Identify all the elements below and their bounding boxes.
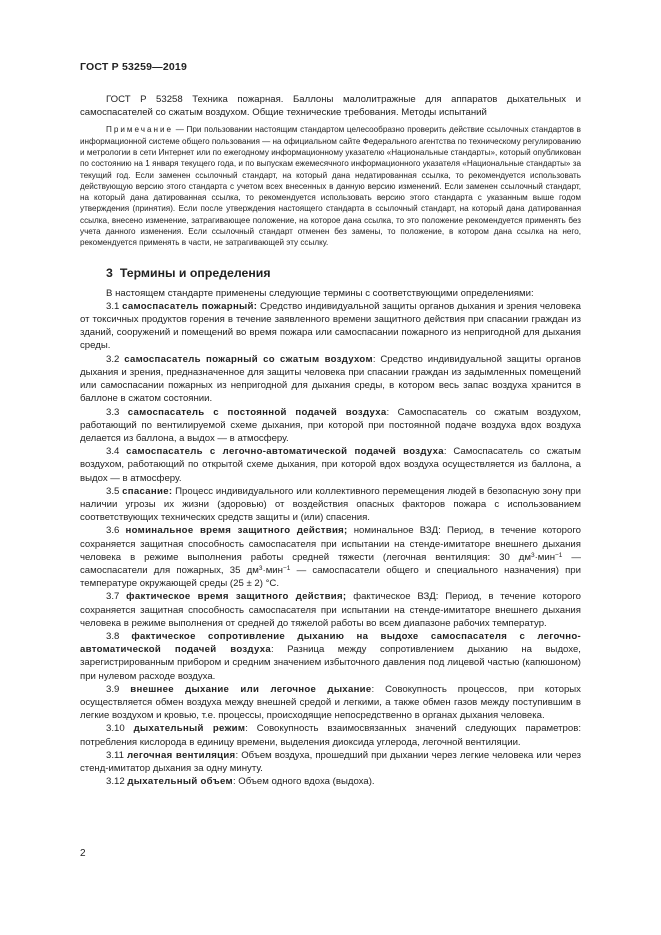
page-body (80, 93, 581, 788)
term-definition: : Совокупность взаимосвязанных значений следующих параметров: потребления кислорода в единицу времени, выделения диоксида углерода, легочной вентиляции. (80, 723, 581, 748)
term-definition: : Объем одного вдоха (выдоха). (232, 776, 375, 788)
term-definition: : Самоспасатель со сжатым воздухом, работающий по открытой схеме дыхания, при которой вдох воздуха осуществляется из баллона, а выдох — в атмосферу. (80, 446, 581, 484)
term-definition: номинальное ВЗД: Период, в течение которого сохраняется защитная способность самоспасателя при испытании на стенде-имитаторе внешнего дыхания человека в режиме выполнения работы средней тяжести (легочная вентиляция: 30 дм (80, 525, 581, 563)
term-number: 3.11 (106, 749, 124, 761)
term-entry (80, 300, 581, 353)
term-definition: фактическое ВЗД: Период, в течение которого сохраняется защитная способность самоспасателя при испытании на стенде-имитаторе внешнего дыхания человека в режиме выполнения от средней до тяжелой работы во всем диапазоне рабочих температур. (80, 591, 581, 629)
term-number: 3.6 (106, 525, 120, 537)
term-number: 3.10 (106, 723, 125, 735)
term-number: 3.3 (106, 406, 120, 418)
term-definition: : Объем воздуха, прошедший при дыхании через легкие человека или через стенд-имитатор дыхания за одну минуту. (80, 749, 581, 774)
term-name: самоспасатель с легочно-автоматической подачей воздуха (126, 446, 444, 458)
running-header: ГОСТ Р 53259—2019 (80, 61, 188, 73)
term-name: фактическое сопротивление дыханию на выдохе самоспасателя с легочно-автоматической подачей воздуха (80, 630, 581, 656)
term-name: дыхательный объем (127, 776, 233, 788)
term-name: самоспасатель пожарный со сжатым воздухом (124, 353, 373, 365)
term-definition: : Самоспасатель со сжатым воздухом, работающий по вентилируемой схеме дыхания, при которой при постоянной подаче воздуха вдох воздуха делается из баллона, а выдох — в атмосферу. (80, 406, 582, 444)
term-entry (80, 722, 581, 748)
term-name: самоспасатель с постоянной подачей воздуха (127, 406, 387, 418)
term-definition: — самоспасатели общего и специального назначения) при температуре окружающей среды (25 ± 2) °С. (80, 564, 581, 590)
term-name: внешнее дыхание или легочное дыхание (130, 683, 372, 695)
term-entry (80, 630, 581, 683)
term-name: фактическое время защитного действия; (126, 591, 347, 603)
term-name: самоспасатель пожарный: (122, 300, 258, 312)
section-title: Термины и определения (119, 265, 271, 280)
section-number: 3 (106, 265, 113, 280)
term-name: номинальное время защитного действия; (125, 525, 348, 537)
note-label: Примечание (106, 125, 174, 135)
term-entry (80, 590, 581, 630)
term-entry (80, 485, 581, 525)
term-definition: : Совокупность процессов, при которых осуществляется обмен воздуха между внешней средой и легкими, а также обмен газов между поступившим в легкие воздухом и кровью, т.е. процессы, происходящие непосредственно в органах дыхания человека. (80, 683, 581, 722)
term-definition: Процесс индивидуального или коллективного перемещения людей в безопасную зону при наличии угрозы их жизни (здоровью) от воздействия опасных факторов пожара с использованием соответствующих технических средств защиты и (или) спасения. (80, 485, 581, 524)
term-name: дыхательный режим (133, 723, 246, 735)
superscript: −1 (555, 551, 563, 559)
term-entry (80, 445, 581, 485)
term-name: спасание: (122, 485, 173, 497)
term-entry (80, 749, 581, 775)
term-definition: ·мин (534, 551, 556, 563)
term-number: 3.7 (106, 591, 120, 603)
term-number: 3.2 (106, 353, 120, 365)
term-entry (80, 353, 581, 406)
page-number: 2 (80, 848, 86, 859)
term-entry (80, 683, 581, 723)
term-entry (80, 406, 581, 446)
term-entry (80, 524, 581, 590)
note-text: — При пользовании настоящим стандартом целесообразно проверить действие ссылочных стандартов в информационной системе общего пользования — на официальном сайте Федерального агентства по техническому регулированию и метрологии в сети Интернет или по ежегодному информационному указателю «Национальные стандарты», который опубликован по состоянию на 1 января текущего года, и по выпускам ежемесячного информационного указателя «Национальные стандарты» за текущий год. Если заменен ссылочный стандарт, на который дана недатированная ссылка, то рекомендуется использовать действующую версию этого стандарта с учетом всех внесенных в данную версию изменений. Если заменен ссылочный стандарт, на который дана датированная ссылка, то рекомендуется использовать версию этого стандарта с указанным выше годом утверждения (принятия). Если после утверждения настоящего стандарта в ссылочный стандарт, на который дана датированная ссылка, внесено изменение, затрагивающее положение, на которое дана ссылка, то это положение рекомендуется применять без учета данного изменения. Если ссылочный стандарт отменен без замены, то положение, в котором дана ссылка на него, рекомендуется применять в части, не затрагивающей эту ссылку. (80, 125, 581, 248)
term-number: 3.8 (106, 630, 120, 642)
section-heading (80, 263, 581, 283)
superscript: 3 (530, 551, 535, 559)
term-definition: ·мин (262, 564, 283, 576)
term-number: 3.9 (106, 683, 120, 695)
section-intro: В настоящем стандарте применены следующие термины с соответствующими определениями: (106, 287, 534, 299)
note-paragraph (80, 124, 581, 248)
term-number: 3.5 (106, 485, 120, 497)
term-name: легочная вентиляция (127, 749, 236, 761)
superscript: 3 (258, 564, 263, 572)
term-number: 3.12 (106, 776, 125, 788)
term-number: 3.4 (106, 446, 120, 458)
term-number: 3.1 (106, 300, 120, 312)
superscript: −1 (282, 564, 291, 572)
normative-reference: ГОСТ Р 53258 Техника пожарная. Баллоны малолитражные для аппаратов дыхательных и самоспасателей со сжатым воздухом. Общие технические требования. Методы испытаний (80, 94, 581, 119)
term-definition: Средство индивидуальной защиты органов дыхания и зрения человека от токсичных продуктов горения в течение заявленного времени защитного действия при спасании граждан из зданий, сооружений и помещений во время пожара или самоспасании пожарного из непригодной для дыхания среды. (80, 300, 582, 352)
term-definition: — самоспасатели для пожарных, 35 дм (80, 551, 581, 576)
term-definition: : Средство индивидуальной защиты органов дыхания и зрения, предназначенное для защиты человека при спасании граждан из задымленных помещений или самоспасании пожарных из непригодной для дыхания среды, в котором весь запас воздуха хранится в баллоне в сжатом состоянии. (80, 353, 581, 405)
term-definition: : Разница между сопротивлением дыханию на выдохе, зарегистрированным прибором и средним значением избыточного давления под лицевой частью (капюшоном) при нулевом расходе воздуха. (80, 644, 581, 682)
term-entry (80, 775, 581, 788)
